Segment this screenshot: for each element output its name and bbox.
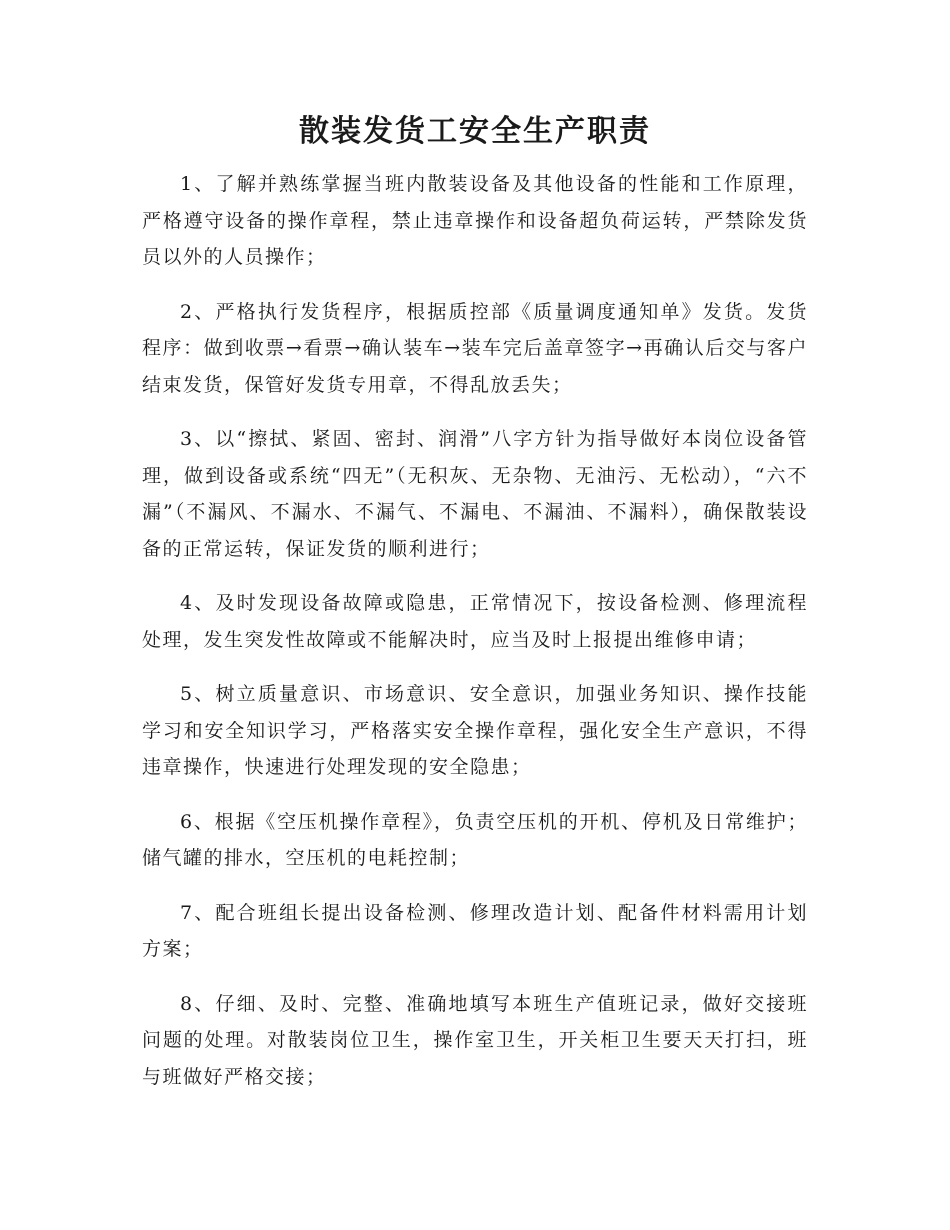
paragraph-3: 3、以“擦拭、紧固、密封、润滑”八字方针为指导做好本岗位设备管理，做到设备或系统“四无”（无积灰、无杂物、无油污、无松动），“六不漏”（不漏风、不漏水、不漏气、不漏电、不漏油、不漏料），确保散装设备的正常运转，保证发货的顺利进行； [142, 428, 808, 560]
paragraph-2: 2、严格执行发货程序，根据质控部《质量调度通知单》发货。发货程序：做到收票→看票→确认装车→装车完后盖章签字→再确认后交与客户结束发货，保管好发货专用章，不得乱放丢失； [142, 300, 808, 396]
document-body [142, 166, 808, 1113]
paragraph-1: 1、了解并熟练掌握当班内散装设备及其他设备的性能和工作原理，严格遵守设备的操作章程，禁止违章操作和设备超负荷运转，严禁除发货员以外的人员操作； [142, 173, 808, 268]
paragraph-4: 4、及时发现设备故障或隐患，正常情况下，按设备检测、修理流程处理，发生突发性故障或不能解决时，应当及时上报提出维修申请； [142, 592, 808, 651]
paragraph-8: 8、仔细、及时、完整、准确地填写本班生产值班记录，做好交接班问题的处理。对散装岗位卫生，操作室卫生，开关柜卫生要天天打扫，班与班做好严格交接； [142, 992, 808, 1088]
paragraph-5: 5、树立质量意识、市场意识、安全意识，加强业务知识、操作技能学习和安全知识学习，严格落实安全操作章程，强化安全生产意识，不得违章操作，快速进行处理发现的安全隐患； [142, 683, 808, 778]
paragraph-7: 7、配合班组长提出设备检测、修理改造计划、配备件材料需用计划方案； [142, 901, 808, 960]
paragraph-6: 6、根据《空压机操作章程》，负责空压机的开机、停机及日常维护；储气罐的排水，空压机的电耗控制； [142, 810, 808, 869]
document-title: 散装发货工安全生产职责 [299, 114, 651, 149]
